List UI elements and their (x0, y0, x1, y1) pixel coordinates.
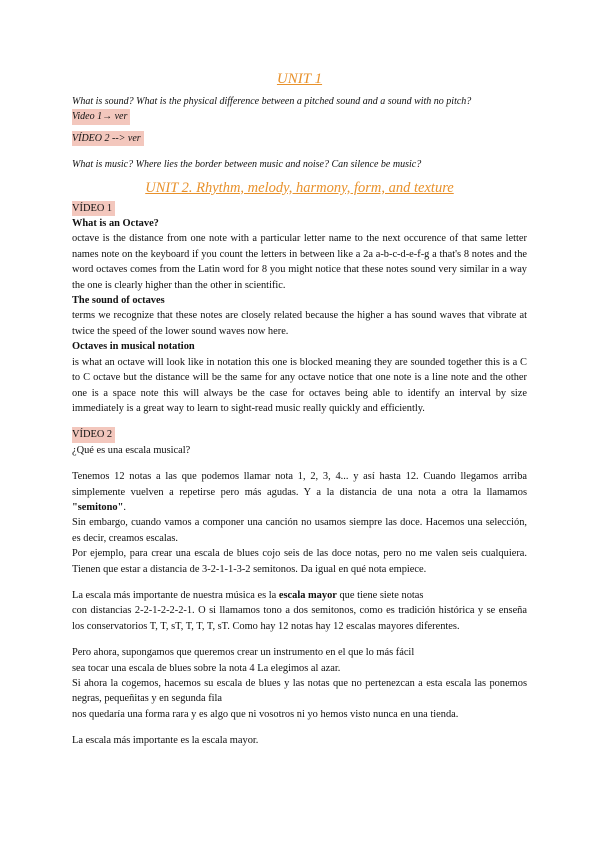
heading-octaves-notation: Octaves in musical notation (72, 341, 195, 353)
paragraph-sound-of-octaves: terms we recognize that these notes are closely related because the higher a has sound waves that vibrate at twice the speed of the lower sound waves now here. (72, 310, 527, 337)
paragraph-instrumento-4: nos quedaría una forma rara y es algo que ni vosotros ni yo hemos visto nunca en una tienda. (72, 708, 459, 720)
paragraph-seleccion: Sin embargo, cuando vamos a componer una canción no usamos siempre las doce. Hacemos una selección, es decir, creamos escalas. (72, 517, 527, 544)
unit1-question-sound: What is sound? What is the physical difference between a pitched sound and a sound with no pitch? (72, 96, 472, 107)
term-semitono: "semitono" (72, 501, 124, 513)
unit1-question-music: What is music? Where lies the border between music and noise? Can silence be music? (72, 159, 422, 171)
paragraph-instrumento-2: sea tocar una escala de blues sobre la nota 4 La elegimos al azar. (72, 662, 341, 674)
video1-link[interactable]: Video 1→ ver (72, 109, 130, 124)
heading-what-is-octave: What is an Octave? (72, 218, 159, 230)
document-page (72, 70, 527, 749)
paragraph-octaves-notation: is what an octave will look like in notation this one is blocked meaning they are sounded together this is a C to C octave but the distance will be the same for any octave notice that one note is a line note and the other one is a space note this will always be the case for octaves being able to identify an interval by size immediately is a great way to learn to sight-read music really quickly and efficiently. (72, 356, 527, 414)
paragraph-instrumento-3: Si ahora la cogemos, hacemos su escala de blues y las notas que no pertenezcan a esta escala las ponemos negras, pequeñitas y en segunda fila (72, 678, 527, 705)
paragraph-escala-mayor: La escala más importante de nuestra música es la escala mayor que tiene siete notas (72, 589, 424, 601)
paragraph-octave: octave is the distance from one note with a particular letter name to the next occurence of that same letter names note on the keyboard if you count the letters in between like a 2a a-b-c-d-e-f-g a that's 8 notes and the word octaves comes from the Latin word for 8 you might notice that these notes sound very similar in a way the one is clearly higher than the other in scientific. (72, 233, 527, 291)
unit2-title: UNIT 2. Rhythm, melody, harmony, form, and texture (145, 179, 454, 196)
paragraph-blues: Por ejemplo, para crear una escala de blues cojo seis de las doce notas, pero no me valen seis cualquiera. Tienen que estar a distancia de 3-2-1-1-3-2 semitonos. Da igual en qué nota empiece. (72, 548, 527, 575)
paragraph-distancias: con distancias 2-2-1-2-2-2-1. O si llamamos tono a dos semitonos, como es tradición histórica y se enseña los conservatorios T, T, sT, T, T, T, sT. Como hay 12 notas hay 12 escalas mayores diferentes. (72, 605, 527, 632)
unit1-title: UNIT 1 (276, 71, 323, 87)
unit2-video1-label[interactable]: VÍDEO 1 (72, 201, 115, 216)
heading-sound-of-octaves: The sound of octaves (72, 295, 165, 307)
unit2-video2-label[interactable]: VÍDEO 2 (72, 427, 115, 442)
video2-link[interactable]: VÍDEO 2 --> ver (72, 131, 144, 146)
paragraph-semitono: Tenemos 12 notas a las que podemos llamar nota 1, 2, 3, 4... y así hasta 12. Cuando llegamos arriba simplemente vuelven a repetirse pero más agudas. Y a la distancia de una nota a otra la llamamos "semitono". (72, 471, 527, 513)
paragraph-conclusion: La escala más importante es la escala mayor. (72, 735, 259, 747)
term-escala-mayor: escala mayor (278, 589, 337, 601)
paragraph-instrumento-1: Pero ahora, supongamos que queremos crear un instrumento en el que lo más fácil (72, 647, 415, 659)
question-escala: ¿Qué es una escala musical? (72, 444, 191, 456)
